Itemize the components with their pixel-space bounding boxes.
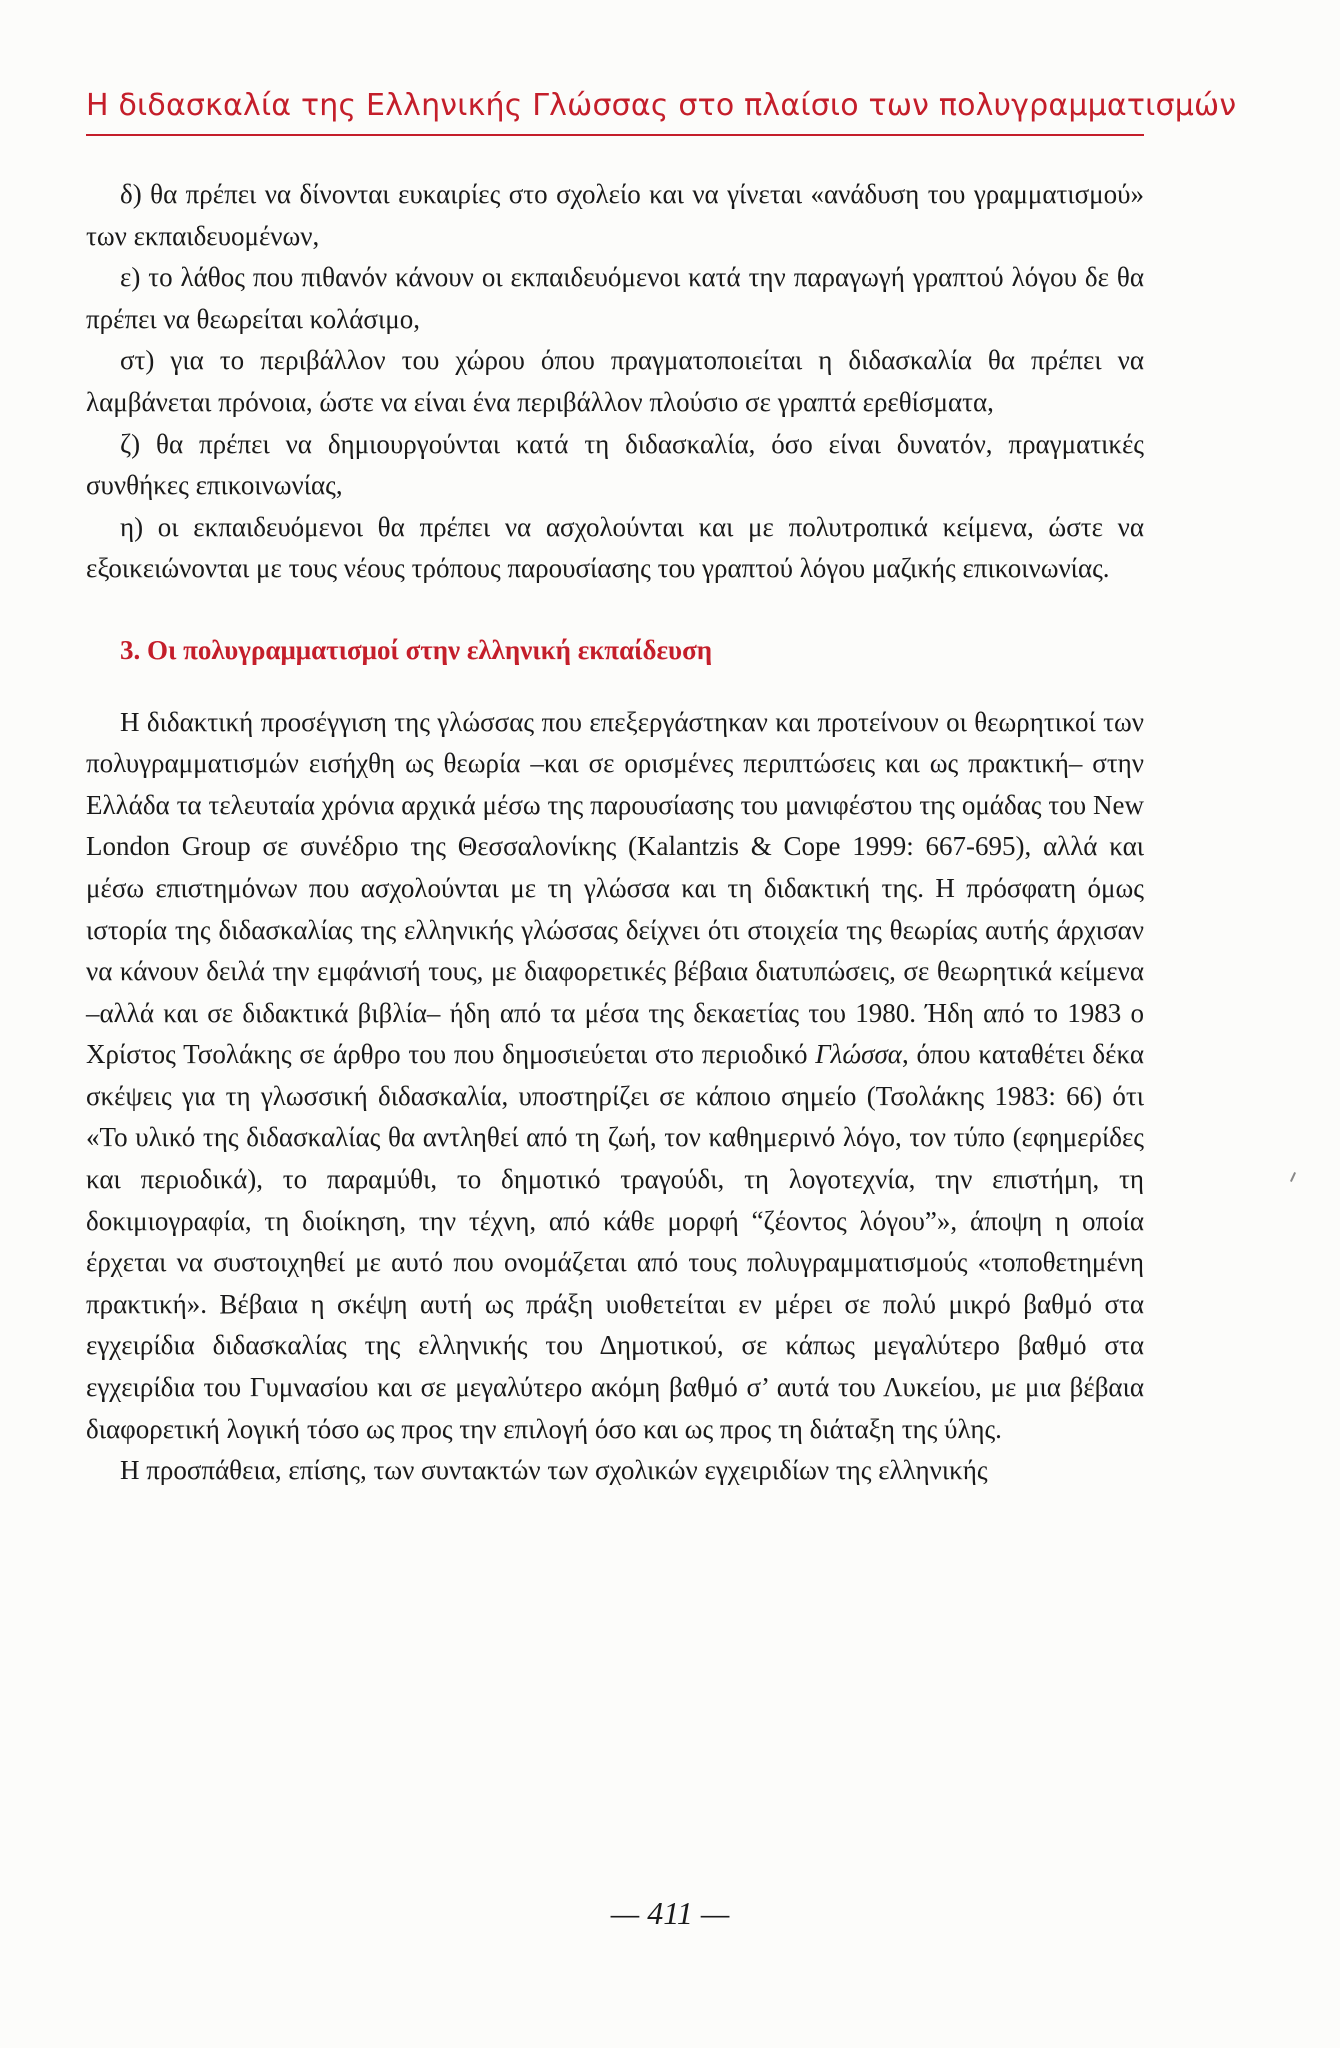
running-header: Η διδασκαλία της Ελληνικής Γλώσσας στο πλαίσιο των πολυγραμματισμών <box>86 88 1237 123</box>
paragraph-1-part-b: , όπου καταθέτει δέκα σκέψεις για τη γλωσσική διδασκαλία, υποστηρίζει σε κάποιο σημείο (Τσολάκης 1983: 66) ότι «Το υλικό της διδασκαλίας θα αντληθεί από τη ζωή, τον καθημερινό λόγο, τον τύπο (εφημερίδες και περιοδικά), το παραμύθι, το δημοτικό τραγούδι, τη λογοτεχνία, την επιστήμη, τη δοκιμιογραφία, τη διοίκηση, την τέχνη, από κάθε μορφή “ζέοντος λόγου”», άποψη η οποία έρχεται να συστοιχηθεί με αυτό που ονομάζεται από τους πολυγραμματισμούς «τοποθετημένη πρακτική». Βέβαια η σκέψη αυτή ως πράξη υιοθετείται εν μέρει σε πολύ μικρό βαθμό στα εγχειρίδια διδασκαλίας της ελληνικής του Δημοτικού, σε κάπως μεγαλύτερο βαθμό στα εγχειρίδια του Γυμνασίου και σε μεγαλύτερο ακόμη βαθμό σ’ αυτά του Λυκείου, με μια βέβαια διαφορετική λογική τόσο ως προς την επιλογή όσο και ως προς τη διάταξη της ύλης. <box>86 1039 1144 1444</box>
list-item-st: στ) για το περιβάλλον του χώρου όπου πραγματοποιείται η διδασκαλία θα πρέπει να λαμβάνεται πρόνοια, ώστε να είναι ένα περιβάλλον πλούσιο σε γραπτά ερεθίσματα, <box>86 345 1144 417</box>
list-item-e: ε) το λάθος που πιθανόν κάνουν οι εκπαιδευόμενοι κατά την παραγωγή γραπτού λόγου δε θα πρέπει να θεωρείται κολάσιμο, <box>86 262 1144 334</box>
journal-title: Γλώσσα <box>815 1039 902 1070</box>
scan-mark <box>1290 1172 1296 1182</box>
list-item-z: ζ) θα πρέπει να δημιουργούνται κατά τη διδασκαλία, όσο είναι δυνατόν, πραγματικές συνθήκες επικοινωνίας, <box>86 428 1144 501</box>
section-heading: 3. Οι πολυγραμματισμοί στην ελληνική εκπαίδευση <box>120 634 713 665</box>
body-text <box>86 174 1144 1492</box>
page-number: — 411 — <box>610 1895 730 1931</box>
paragraph-1-part-a: Η διδακτική προσέγγιση της γλώσσας που επεξεργάστηκαν και προτείνουν οι θεωρητικοί των πολυγραμματισμών εισήχθη ως θεωρία –και σε ορισμένες περιπτώσεις και ως πρακτική– στην Ελλάδα τα τελευταία χρόνια αρχικά μέσω της παρουσίασης του μανιφέστου της ομάδας του New London Group σε συνέδριο της Θεσσαλονίκης (Kalantzis & Cope 1999: 667-695), αλλά και μέσω επιστημόνων που ασχολούνται με τη γλώσσα και τη διδακτική της. Η πρόσφατη όμως ιστορία της διδασκαλίας της ελληνικής γλώσσας δείχνει ότι στοιχεία της θεωρίας αυτής άρχισαν να κάνουν δειλά την εμφάνισή τους, με διαφορετικές βέβαια διατυπώσεις, σε θεωρητικά κείμενα –αλλά και σε διδακτικά βιβλία– ήδη από τα μέσα της δεκαετίας του 1980. Ήδη από το 1983 ο Χρίστος Τσολάκης σε άρθρο του που δημοσιεύεται στο περιοδικό <box>86 706 1144 1070</box>
paragraph-1 <box>86 702 1144 1451</box>
header-rule <box>86 134 1144 136</box>
list-item-d: δ) θα πρέπει να δίνονται ευκαιρίες στο σχολείο και να γίνεται «ανάδυση του γραμματισμού» των εκπαιδευομένων, <box>86 179 1144 251</box>
list-item-h: η) οι εκπαιδευόμενοι θα πρέπει να ασχολούνται και με πολυτροπικά κείμενα, ώστε να εξοικειώνονται με τους νέους τρόπους παρουσίασης του γραπτού λόγου μαζικής επικοινωνίας. <box>86 511 1144 584</box>
paragraph-2: Η προσπάθεια, επίσης, των συντακτών των σχολικών εγχειριδίων της ελληνικής <box>120 1455 988 1486</box>
